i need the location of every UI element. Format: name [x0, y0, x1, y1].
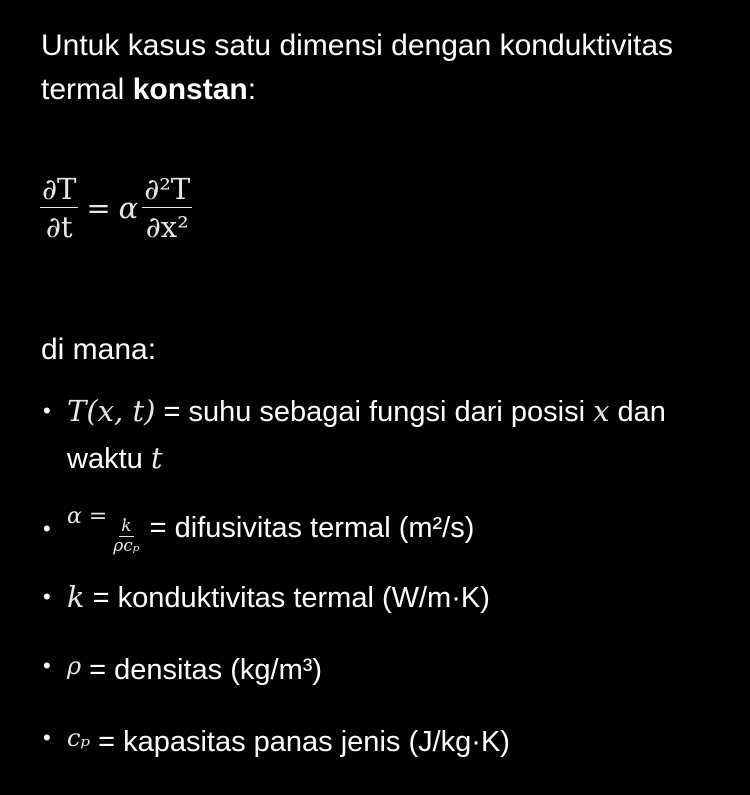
list-item: [41, 388, 721, 480]
symbol-t: t: [150, 441, 163, 475]
symbol-T: T(x, t): [67, 394, 156, 428]
symbol-rho: ρ: [67, 652, 82, 680]
alpha-symbol: α: [118, 191, 139, 225]
list-item: [41, 494, 721, 556]
list-item: [41, 574, 721, 621]
lhs-denominator: ∂t: [45, 210, 73, 244]
intro-text: Untuk kasus satu dimensi dengan konduktivitas termal: [41, 29, 674, 106]
list-item: [41, 715, 721, 765]
bullet-dot: •: [43, 398, 51, 423]
item-text-2: dan waktu: [67, 396, 666, 475]
symbol-x: x: [593, 394, 610, 428]
bullet-dot: •: [43, 516, 51, 541]
list-item: [41, 643, 721, 693]
dimana-label: di mana:: [41, 333, 157, 366]
item-text: = difusivitas termal (m²/s): [141, 512, 475, 544]
intro-colon: :: [247, 73, 257, 106]
symbol-alpha: α =: [67, 504, 108, 529]
intro-paragraph: [41, 24, 721, 112]
lhs-numerator: ∂T: [42, 172, 77, 206]
alpha-fraction: [111, 517, 141, 556]
item-text: = kapasitas panas jenis (J/kg·K): [90, 726, 510, 758]
bullet-dot: •: [43, 584, 51, 609]
rhs-fraction: [142, 172, 192, 244]
item-text: = densitas (kg/m³): [81, 654, 323, 686]
intro-bold: konstan: [132, 73, 248, 106]
rhs-numerator: ∂²T: [144, 172, 191, 206]
bullet-dot: •: [43, 653, 51, 678]
item-text: = suhu sebagai fungsi dari posisi: [155, 396, 594, 428]
symbol-cp: cₚ: [67, 724, 91, 752]
variable-list: [41, 388, 721, 765]
equals-sign: =: [86, 191, 111, 225]
item-text: = konduktivitas termal (W/m·K): [84, 582, 490, 614]
rhs-denominator: ∂x²: [145, 210, 189, 244]
fraction-denominator: ρcₚ: [113, 536, 140, 556]
lhs-fraction: [40, 172, 78, 244]
symbol-k: k: [67, 580, 85, 614]
bullet-dot: •: [43, 725, 51, 750]
fraction-numerator: k: [121, 516, 132, 536]
heat-equation: [40, 172, 192, 244]
